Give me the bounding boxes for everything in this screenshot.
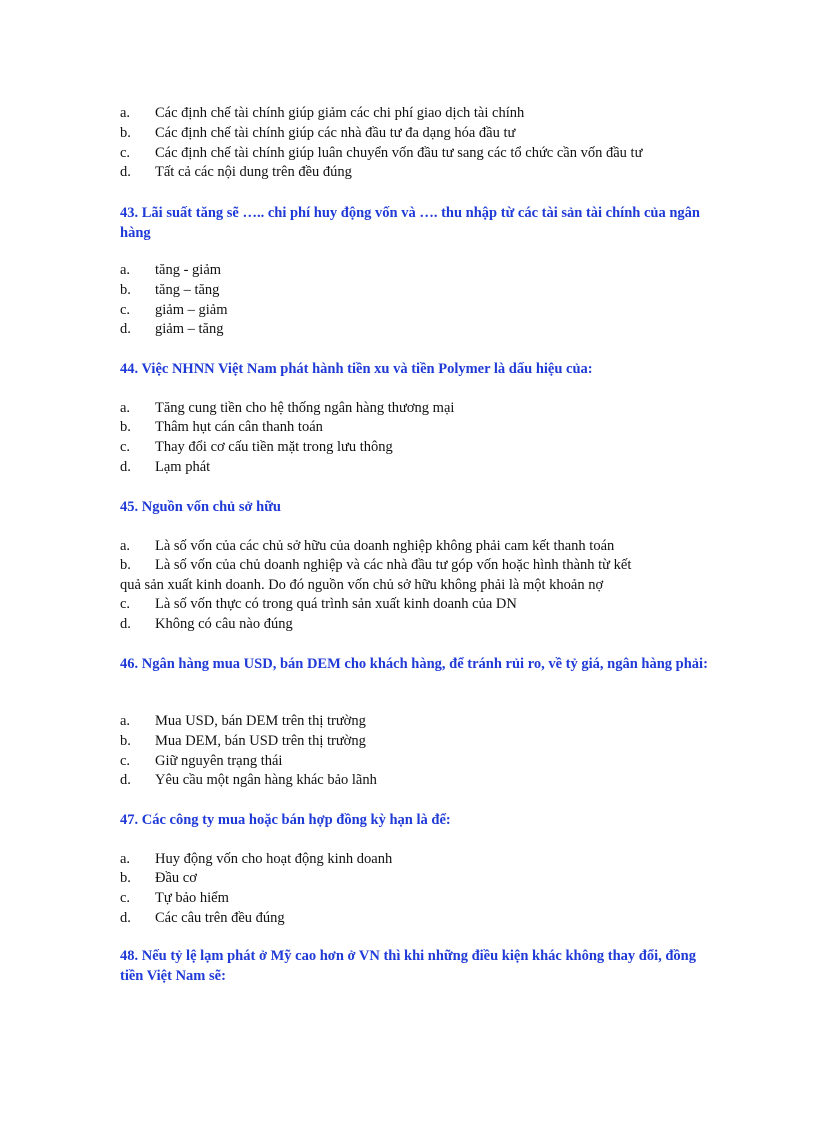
option-45-b <box>120 556 631 575</box>
option-letter: d. <box>120 616 131 632</box>
question-43-title: 43. Lãi suất tăng sẽ ….. chi phí huy động vốn và …. thu nhập từ các tài sản tài chính của ngân hàng <box>120 205 700 241</box>
option-text: Thay đổi cơ cấu tiền mặt trong lưu thông <box>155 439 393 455</box>
option-letter: b. <box>120 733 131 749</box>
option-45-d <box>120 615 293 634</box>
option-letter: d. <box>120 910 131 926</box>
option-letter: c. <box>120 890 131 906</box>
option-text: Các định chế tài chính giúp các nhà đầu tư đa dạng hóa đầu tư <box>155 125 516 141</box>
option-text: tăng – tăng <box>155 282 220 298</box>
option-text: giảm – giảm <box>155 302 228 318</box>
option-42-b <box>120 124 515 143</box>
option-text: Tất cả các nội dung trên đều đúng <box>155 164 352 180</box>
option-letter: a. <box>120 538 131 554</box>
option-text: Các định chế tài chính giúp luân chuyển vốn đầu tư sang các tổ chức cần vốn đầu tư <box>155 145 643 161</box>
option-text: Mua DEM, bán USD trên thị trường <box>155 733 366 749</box>
question-47-title: 47. Các công ty mua hoặc bán hợp đồng kỳ hạn là để: <box>120 812 451 828</box>
option-text: Đầu cơ <box>155 870 197 886</box>
option-text: Yêu cầu một ngân hàng khác bảo lãnh <box>155 772 377 788</box>
option-43-d <box>120 320 223 339</box>
option-45-c <box>120 595 517 614</box>
option-44-d <box>120 458 210 477</box>
option-letter: a. <box>120 105 131 121</box>
question-44-title: 44. Việc NHNN Việt Nam phát hành tiền xu và tiền Polymer là dấu hiệu của: <box>120 361 593 377</box>
option-text: Là số vốn thực có trong quá trình sản xuất kinh doanh của DN <box>155 596 517 612</box>
option-letter: b. <box>120 870 131 886</box>
option-letter: b. <box>120 282 131 298</box>
option-text: Là số vốn của chủ doanh nghiệp và các nhà đầu tư góp vốn hoặc hình thành từ kết <box>155 557 632 573</box>
option-44-b <box>120 418 323 437</box>
option-46-b <box>120 732 366 751</box>
option-44-a <box>120 399 454 418</box>
option-letter: b. <box>120 557 131 573</box>
option-letter: c. <box>120 145 131 161</box>
option-47-c <box>120 889 229 908</box>
option-letter: b. <box>120 125 131 141</box>
question-46-title: 46. Ngân hàng mua USD, bán DEM cho khách hàng, để tránh rủi ro, về tỷ giá, ngân hàng phải: <box>120 656 708 672</box>
option-45-b-continuation: quả sản xuất kinh doanh. Do đó nguồn vốn chủ sở hữu không phải là một khoản nợ <box>120 577 604 593</box>
option-letter: b. <box>120 419 131 435</box>
option-text: Huy động vốn cho hoạt động kinh doanh <box>155 851 393 867</box>
option-42-d <box>120 163 352 182</box>
option-text: Tự bảo hiểm <box>155 890 229 906</box>
option-letter: c. <box>120 439 131 455</box>
option-47-a <box>120 850 392 869</box>
option-46-c <box>120 752 282 771</box>
option-text: Là số vốn của các chủ sở hữu của doanh nghiệp không phải cam kết thanh toán <box>155 538 615 554</box>
option-letter: d. <box>120 772 131 788</box>
option-46-d <box>120 771 377 790</box>
option-letter: d. <box>120 164 131 180</box>
option-43-b <box>120 281 219 300</box>
option-letter: a. <box>120 262 131 278</box>
option-text: giảm – tăng <box>155 321 224 337</box>
option-text: Lạm phát <box>155 459 211 475</box>
option-letter: c. <box>120 753 131 769</box>
option-46-a <box>120 712 366 731</box>
option-text: Mua USD, bán DEM trên thị trường <box>155 713 366 729</box>
option-text: Thâm hụt cán cân thanh toán <box>155 419 323 435</box>
question-48-title: 48. Nếu tỷ lệ lạm phát ở Mỹ cao hơn ở VN thì khi những điều kiện khác không thay đổi, đồng tiền Việt Nam sẽ: <box>120 948 696 984</box>
option-42-a <box>120 104 524 123</box>
option-44-c <box>120 438 393 457</box>
option-45-a <box>120 537 614 556</box>
option-text: Không có câu nào đúng <box>155 616 293 632</box>
question-45-title: 45. Nguồn vốn chủ sở hữu <box>120 499 281 515</box>
option-text: tăng - giảm <box>155 262 222 278</box>
option-43-a <box>120 261 221 280</box>
option-letter: c. <box>120 302 131 318</box>
option-43-c <box>120 301 228 320</box>
option-47-b <box>120 869 197 888</box>
option-42-c <box>120 144 642 163</box>
option-text: Giữ nguyên trạng thái <box>155 753 283 769</box>
option-47-d <box>120 909 285 928</box>
option-letter: c. <box>120 596 131 612</box>
option-text: Các định chế tài chính giúp giảm các chi phí giao dịch tài chính <box>155 105 525 121</box>
option-letter: d. <box>120 321 131 337</box>
option-text: Các câu trên đều đúng <box>155 910 285 926</box>
option-letter: a. <box>120 400 131 416</box>
option-letter: d. <box>120 459 131 475</box>
option-letter: a. <box>120 713 131 729</box>
option-text: Tăng cung tiền cho hệ thống ngân hàng thương mại <box>155 400 455 416</box>
option-letter: a. <box>120 851 131 867</box>
